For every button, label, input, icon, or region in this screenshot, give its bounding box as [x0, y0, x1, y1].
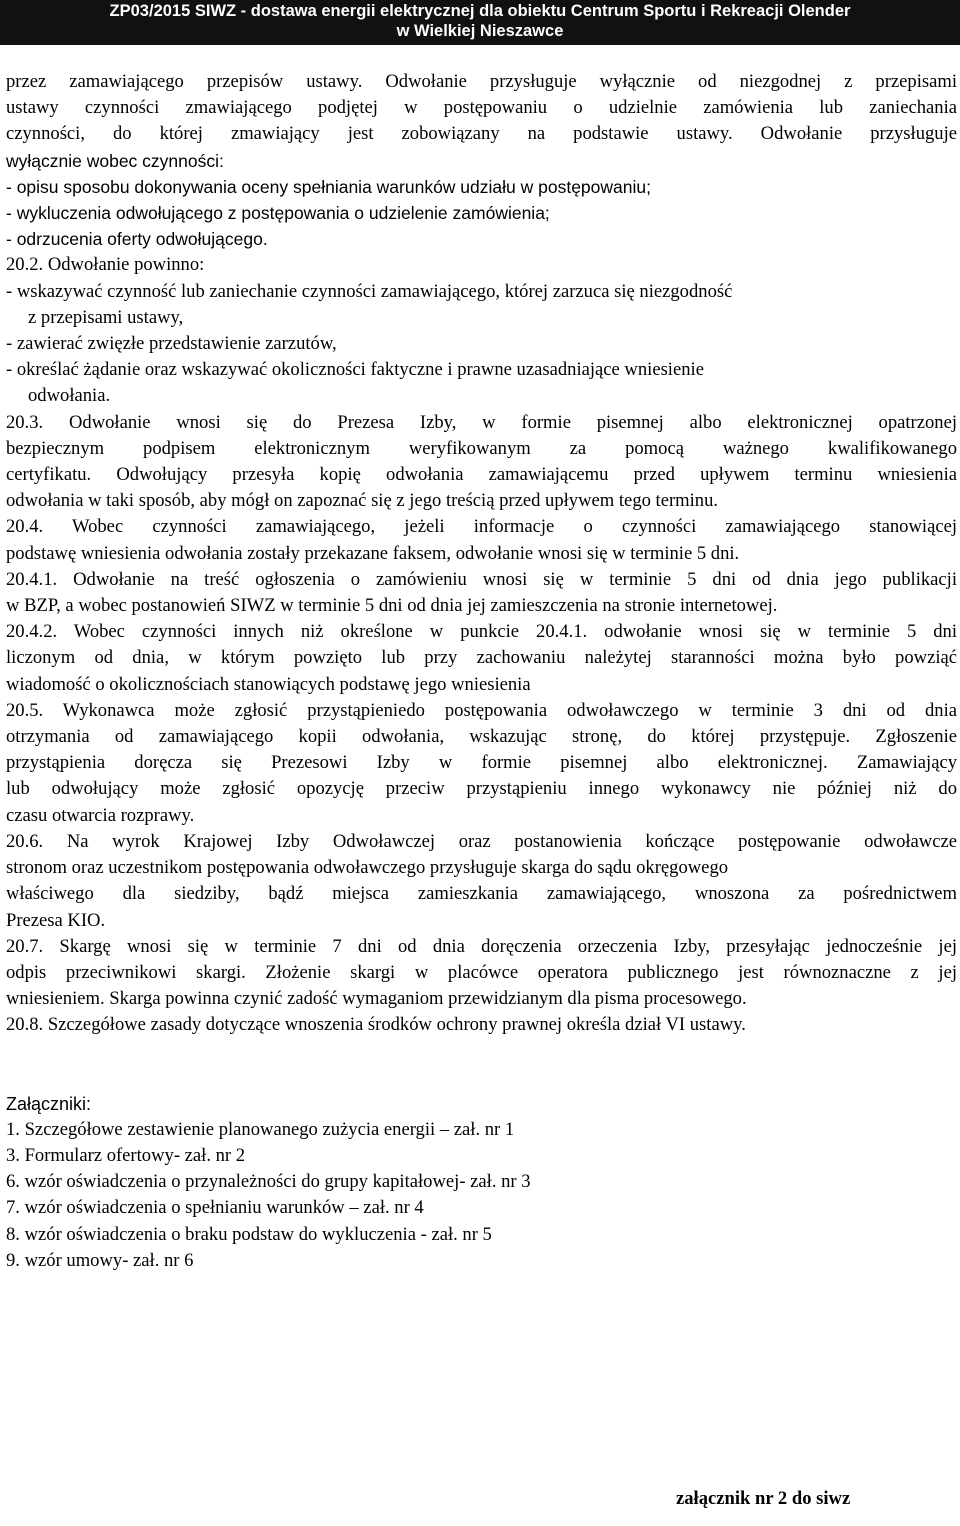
text-line: czynności, do której zmawiający jest zobowiązany na podstawie ustawy. Odwołanie przysługuje [6, 123, 957, 145]
text-line: otrzymania od zamawiającego kopii odwołania, wskazując stronę, do której przystępuje. Zgłoszenie [6, 726, 957, 748]
section-20-3: 20.3. Odwołanie wnosi się do Prezesa Izby, w formie pisemnej albo elektronicznej opatrzonej [6, 411, 957, 433]
section-20-2-heading: 20.2. Odwołanie powinno: [6, 254, 205, 276]
text-line: odpis przeciwnikowi skargi. Złożenie skargi w placówce operatora publicznego jest równoznaczne z jej [6, 961, 957, 983]
bullet-item: - odrzucenia oferty odwołującego. [6, 229, 268, 250]
text-line: certyfikatu. Odwołujący przesyła kopię odwołania zamawiającemu przed upływem terminu wniesienia [6, 464, 957, 486]
section-20-4-2: 20.4.2. Wobec czynności innych niż określone w punkcie 20.4.1. odwołanie wnosi się w terminie 5 dni [6, 621, 957, 643]
section-20-4-1: 20.4.1. Odwołanie na treść ogłoszenia o zamówieniu wnosi się w terminie 5 dni od dnia jego publikacji [6, 568, 957, 590]
section-20-4: 20.4. Wobec czynności zamawiającego, jeżeli informacje o czynności zamawiającego stanowiącej [6, 516, 957, 538]
text-line: stronom oraz uczestnikom postępowania odwoławczego przysługuje skarga do sądu okręgowego [6, 857, 729, 879]
text-line: bezpiecznym podpisem elektronicznym weryfikowanym za pomocą ważnego kwalifikowanego [6, 437, 957, 459]
document-body [6, 69, 957, 1274]
spacer [6, 1039, 957, 1091]
bullet-item: - wskazywać czynność lub zaniechanie czynności zamawiającego, której zarzuca się niezgodność [6, 280, 733, 302]
text-line: ustawy czynności zmawiającego podjętej w postępowaniu o udzielnie zamówienia lub zaniechania [6, 97, 957, 119]
text-line: przez zamawiającego przepisów ustawy. Odwołanie przysługuje wyłącznie od niezgodnej z przepisami [6, 71, 957, 92]
bullet-item: - zawierać zwięzłe przedstawienie zarzutów, [6, 333, 337, 355]
bullet-item: - wykluczenia odwołującego z postępowania o udzielenie zamówienia; [6, 203, 550, 224]
text-line: odwołania w taki sposób, aby mógł on zapoznać się z jego treścią przed upływem tego terminu. [6, 490, 719, 512]
attachment-item: 3. Formularz ofertowy- zał. nr 2 [6, 1144, 246, 1166]
section-20-7: 20.7. Skargę wnosi się w terminie 7 dni od dnia doręczenia orzeczenia Izby, przesyłając jednocześnie jej [6, 935, 957, 957]
text-line: przystąpienia doręcza się Prezesowi Izby w formie pisemnej albo elektronicznej. Zamawiający [6, 752, 957, 774]
header-title-line-1: ZP03/2015 SIWZ - dostawa energii elektrycznej dla obiektu Centrum Sportu i Rekreacji Olender [109, 2, 851, 20]
text-line: wyłącznie wobec czynności: [6, 150, 224, 171]
text-line: wniesieniem. Skarga powinna czynić zadość wymaganiom przewidzianym dla pisma procesowego. [6, 988, 747, 1010]
text-line: czasu otwarcia rozprawy. [6, 804, 195, 826]
text-line: lub odwołujący może zgłosić opozycję przeciw przystąpieniu innego wykonawcy nie później niż do [6, 778, 957, 800]
section-20-5: 20.5. Wykonawca może zgłosić przystąpieniedo postępowania odwoławczego w terminie 3 dni od dnia [6, 699, 957, 721]
attachment-item: 8. wzór oświadczenia o braku podstaw do wykluczenia - zał. nr 5 [6, 1223, 492, 1245]
section-20-6: 20.6. Na wyrok Krajowej Izby Odwoławczej oraz postanowienia kończące postępowanie odwoławcze [6, 830, 957, 852]
bullet-item: - opisu sposobu dokonywania oceny spełniania warunków udziału w postępowaniu; [6, 176, 651, 197]
attachments-title: Załączniki: [6, 1093, 92, 1114]
text-line: Prezesa KIO. [6, 909, 106, 931]
attachment-item: 9. wzór umowy- zał. nr 6 [6, 1249, 194, 1271]
bullet-item-continuation: odwołania. [28, 385, 111, 407]
text-line: liczonym od dnia, w którym powzięto lub przy zachowaniu należytej staranności można było powziąć [6, 647, 957, 669]
bullet-item: - określać żądanie oraz wskazywać okoliczności faktyczne i prawne uzasadniające wniesienie [6, 359, 704, 381]
header-title-line-2: w Wielkiej Nieszawce [396, 22, 564, 40]
document-header [0, 0, 960, 45]
attachment-label: załącznik nr 2 do siwz [676, 1488, 851, 1509]
section-20-8: 20.8. Szczegółowe zasady dotyczące wnoszenia środków ochrony prawnej określa dział VI ustawy. [6, 1014, 746, 1036]
attachment-item: 1. Szczegółowe zestawienie planowanego zużycia energii – zał. nr 1 [6, 1118, 515, 1140]
bullet-item-continuation: z przepisami ustawy, [28, 306, 184, 328]
text-line: wiadomość o okolicznościach stanowiących podstawę jego wniesienia [6, 673, 531, 695]
text-line: w BZP, a wobec postanowień SIWZ w terminie 5 dni od dnia jej zamieszczenia na stronie internetowej. [6, 595, 778, 617]
attachment-item: 7. wzór oświadczenia o spełnianiu warunków – zał. nr 4 [6, 1197, 424, 1219]
attachment-item: 6. wzór oświadczenia o przynależności do grupy kapitałowej- zał. nr 3 [6, 1171, 531, 1193]
text-line: podstawę wniesienia odwołania zostały przekazane faksem, odwołanie wnosi się w terminie 5 dni. [6, 542, 740, 564]
text-line: właściwego dla siedziby, bądź miejsca zamieszkania zamawiającego, wnoszona za pośrednictwem [6, 883, 957, 905]
